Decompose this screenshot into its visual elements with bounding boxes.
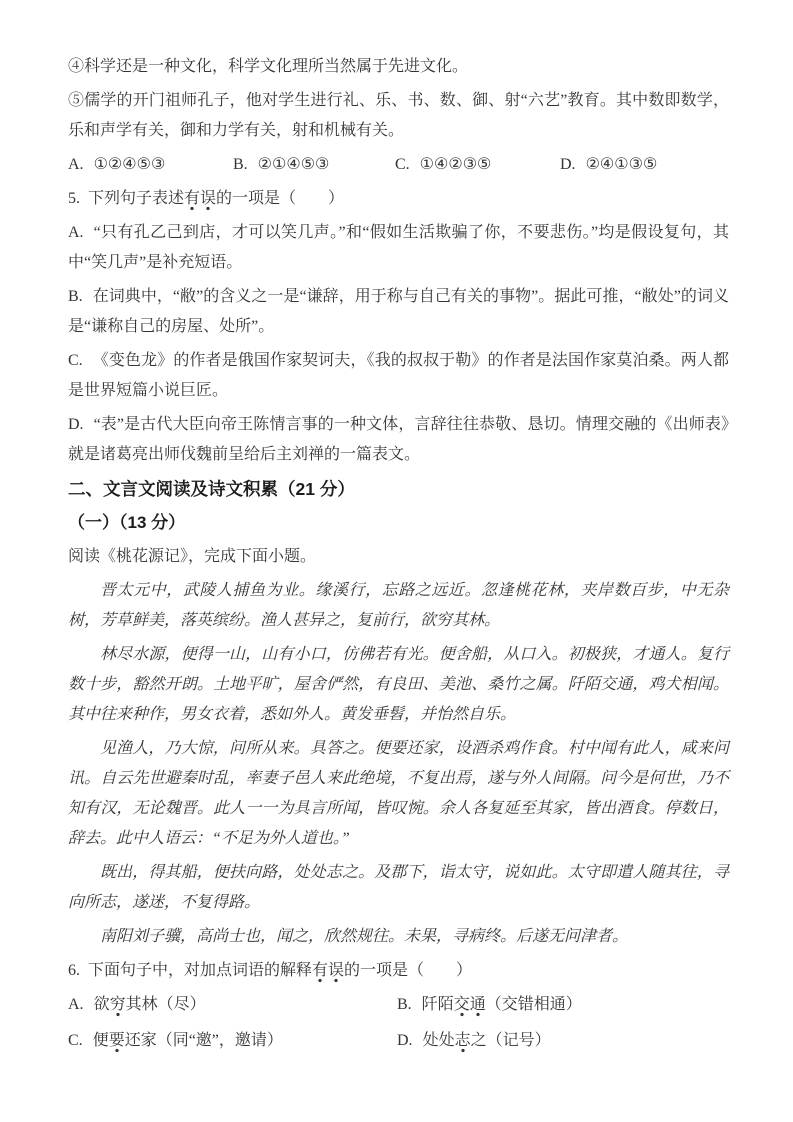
passage-paragraph-5: 南阳刘子骥，高尚士也，闻之，欣然规往。未果，寻病终。后遂无问津者。: [100, 928, 629, 945]
passage-paragraph-1: 晋太元中，武陵人捕鱼为业。缘溪行，忘路之远近。忽逢桃花林，夹岸数百步，中无杂树，芳草鲜美，落英缤纷。渔人甚异之，复前行，欲穷其林。: [68, 582, 729, 629]
passage-paragraph-3: 见渔人，乃大惊，问所从来。具答之。便要还家，设酒杀鸡作食。村中闻有此人，咸来问讯。自云先世避秦时乱，率妻子邑人来此绝境，不复出焉，遂与外人间隔。问今是何世，乃不知有汉，无论魏晋。此人一一为具言所闻，皆叹惋。余人各复延至其家，皆出酒食。停数日，辞去。此中人语云：“不足为外人道也。”: [68, 740, 729, 847]
q6-option-c-pre: 便: [92, 1032, 109, 1049]
q6-option-a: [68, 990, 397, 1020]
q4-sentence-item-4: ④科学还是一种文化，科学文化理所当然属于先进文化。: [68, 58, 469, 75]
q5-stem-pre: 下列句子表述: [88, 190, 185, 207]
q5-stem-emphasized: 有误: [184, 190, 216, 211]
q5-stem-post: 的一项是（ ）: [216, 190, 345, 207]
q4-option-c: [395, 150, 560, 180]
q6-options-grid: [68, 990, 729, 1062]
q4-sentence-item-5: ⑤儒学的开门祖师孔子，他对学生进行礼、乐、书、数、御、射“六艺”教育。其中数即数学，乐和声学有关，御和力学有关，射和机械有关。: [68, 92, 729, 139]
q5-option-d-text: “表”是古代大臣向帝王陈情言事的一种文体，言辞往往恭敬、恳切。情理交融的《出师表》就是诸葛亮出师伐魏前呈给后主刘禅的一篇表文。: [68, 416, 729, 463]
q6-option-d-post: 之（记号）: [470, 1032, 551, 1049]
q6-option-d-emphasized: 志: [455, 1032, 471, 1053]
q6-stem-emphasized: 有误: [312, 962, 344, 983]
q5-option-a-label: A.: [68, 224, 84, 241]
q6-option-c-post: 还家（同“邀”，邀请）: [124, 1032, 283, 1049]
q5-option-b-label: B.: [68, 288, 83, 305]
q4-option-d: [560, 150, 729, 180]
q6-option-b: [397, 990, 729, 1020]
section2-subsection-label: （一）（13 分）: [68, 513, 186, 532]
q6-option-a-label: A.: [68, 996, 84, 1013]
q5-stem: [68, 184, 729, 214]
passage-instruction: 阅读《桃花源记》，完成下面小题。: [68, 548, 317, 565]
passage-paragraph-4: 既出，得其船，便扶向路，处处志之。及郡下，诣太守，说如此。太守即遣人随其往，寻向所志，遂迷，不复得路。: [68, 864, 729, 911]
section2-title: 二、文言文阅读及诗文积累（21 分）: [68, 479, 355, 499]
q6-option-b-emphasized: 交通: [454, 996, 486, 1017]
q6-option-b-label: B.: [397, 996, 412, 1013]
q5-option-c-label: C.: [68, 352, 83, 369]
q6-option-b-post: （交错相通）: [485, 996, 582, 1013]
q4-option-a-text: ①②④⑤③: [93, 156, 166, 173]
q5-option-b: [68, 282, 729, 342]
q5-option-d: [68, 410, 729, 470]
q5-option-a: [68, 218, 729, 278]
q6-number: 6.: [68, 962, 80, 979]
q5-number: 5.: [68, 190, 80, 207]
q5-option-b-text: 在词典中，“敝”的含义之一是“谦辞，用于称与自己有关的事物”。据此可推，“敝处”的词义是“谦称自己的房屋、处所”。: [68, 288, 729, 335]
q4-option-c-text: ①④②③⑤: [419, 156, 492, 173]
q5-option-c-text: 《变色龙》的作者是俄国作家契诃夫，《我的叔叔于勒》的作者是法国作家莫泊桑。两人都是世界短篇小说巨匠。: [68, 352, 729, 399]
q6-option-c: [68, 1026, 397, 1056]
q6-stem: [68, 956, 729, 986]
q6-option-a-emphasized: 穷: [110, 996, 126, 1017]
q5-option-d-label: D.: [68, 416, 84, 433]
q5-option-a-text: “只有孔乙己到店，才可以笑几声。”和“假如生活欺骗了你，不要悲伤。”均是假设复句，其中“笑几声”是补充短语。: [68, 224, 729, 271]
q4-option-d-text: ②④①③⑤: [585, 156, 658, 173]
q6-option-a-post: 其林（尽）: [125, 996, 206, 1013]
q4-option-a: [68, 150, 233, 180]
q6-option-a-pre: 欲: [93, 996, 110, 1013]
q4-option-d-label: D.: [560, 156, 576, 173]
q6-option-d-label: D.: [397, 1032, 413, 1049]
q6-option-c-label: C.: [68, 1032, 83, 1049]
q4-option-c-label: C.: [395, 156, 410, 173]
q6-option-d-pre: 处处: [422, 1032, 455, 1049]
q6-stem-pre: 下面句子中，对加点词语的解释: [88, 962, 313, 979]
q6-option-c-emphasized: 要: [109, 1032, 125, 1053]
q6-stem-post: 的一项是（ ）: [344, 962, 473, 979]
q5-option-c: [68, 346, 729, 406]
q6-option-d: [397, 1026, 729, 1056]
q4-options-row: [68, 150, 729, 180]
q4-option-b-label: B.: [233, 156, 248, 173]
q4-option-b-text: ②①④⑤③: [257, 156, 330, 173]
q4-option-a-label: A.: [68, 156, 84, 173]
passage-paragraph-2: 林尽水源，便得一山，山有小口，仿佛若有光。便舍船，从口入。初极狭，才通人。复行数十步，豁然开朗。土地平旷，屋舍俨然，有良田、美池、桑竹之属。阡陌交通，鸡犬相闻。其中往来种作，男女衣着，悉如外人。黄发垂髫，并怡然自乐。: [68, 646, 729, 723]
q4-option-b: [233, 150, 395, 180]
q6-option-b-pre: 阡陌: [421, 996, 454, 1013]
